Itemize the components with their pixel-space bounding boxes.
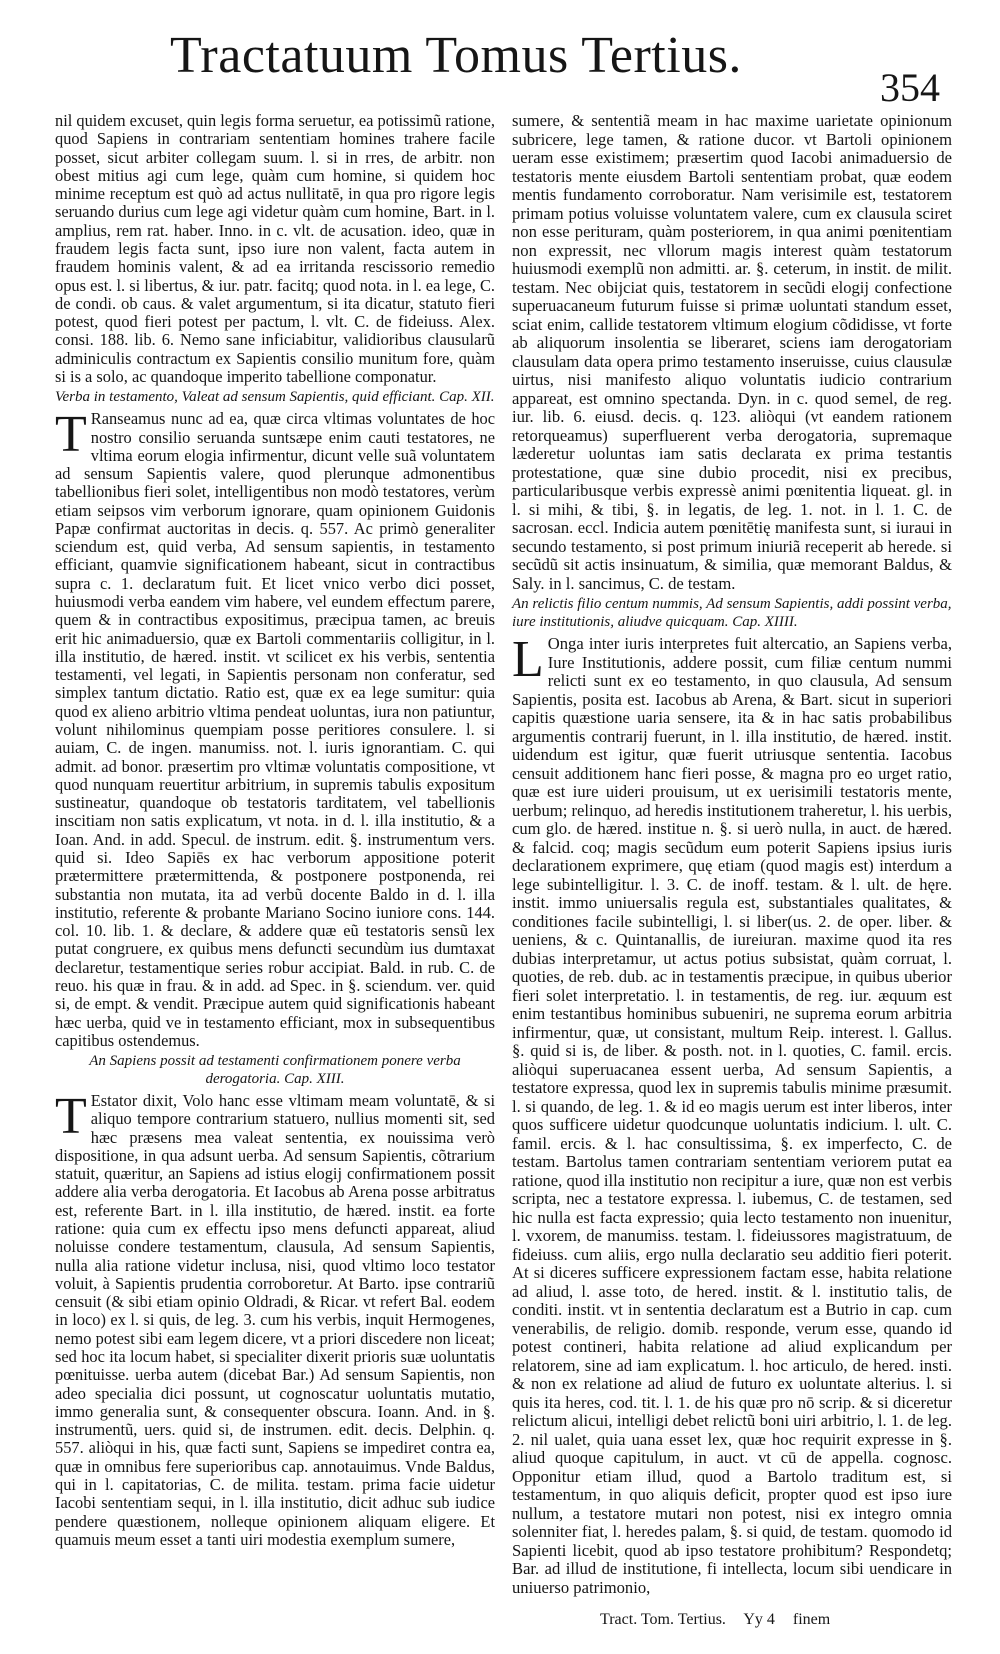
- dropcap-l: L: [512, 631, 544, 688]
- dropcap-t: T: [55, 406, 87, 464]
- left-paragraph-3-text: Estator dixit, Volo hanc esse vltimam meam voluntatē, & si aliquo tempore contrarium statuero, nullius momenti sit, sed hæc præsens mea valeat sententia, ex nouissima verò dispositione, in qua adsunt uerba. Ad sensum Sapientis, cõtrarium statuit, quæritur, an Sapiens ad istius elogij confirmationem possit addere alia verba derogatoria. Et Iacobus ab Arena posse arbitratus est, referente Bart. in l. illa institutio, de hæred. instit. ea forte ratione: quia cum ex effectu ipso mens defuncti appareat, aliud noluisse condere testamentum, clausula, Ad sensum Sapientis, nulla alia ratione videtur inclusa, nisi, quod vltimo loco testator voluit, à Sapientis prudentia corroboretur. At Barto. ipse contrariũ censuit (& sibi etiam opinio Oldradi, & Ricar. vt refert Bal. eodem in loco) ex l. si quis, de leg. 3. cum his verbis, inquit Hermogenes, nemo potest sibi eam legem dicere, vt a priori discedere non liceat; sed hoc ita locum habet, si specialiter dixerit prioris suæ uoluntatis pœnituisse. uerba autem (dicebat Bar.) Ad sensum Sapientis, non adeo specialia dici possunt, ut cognoscatur uoluntatis mutatio, immo generalia sunt, & consequenter obscura. Ioann. And. in §. instrumentũ, uers. quid si, de instrumen. edit. decis. Delphin. q. 557. aliòqui in his, quæ facti sunt, Sapiens se impediret contra ea, quæ in omnibus fere superioribus cap. annotauimus. Vnde Baldus, qui in l. capitatorias, C. de milita. testam. prima facie uidetur Iacobi sententiam sequi, in l. illa institutio, dicit adhuc sub iudice pendere quæstionem, nolleque opinionem aliquam eligere. Et quamuis meum esset a tanti uiri modestia exemplum sumere,: [55, 1091, 495, 1549]
- left-paragraph-1: nil quidem excuset, quin legis forma seruetur, ea potissimũ ratione, quod Sapiens in contrariam sententiam homines trahere facile posset, sicut arbiter collegam suum. l. si in rres, de arbitr. non obest mitius agi cum lege, quàm cum homine, si quidem hoc minime receptum est quò ad actus nullitatē, in qua pro rigore legis seruando durius cum lege agi videtur quàm cum homine, Bart. in l. amplius, rem rat. haber. Inno. in c. vlt. de acusation. ideo, quæ in fraudem legis facta sunt, ipso iure non valent, facta autem in fraudem hominis valent, & ad ea irritanda rescissorio remedio opus est. l. si libertus, & iur. patr. facitq; quod nota. in l. ea lege, C. de condi. ob caus. & valet argumentum, si ita dicatur, statuto fieri potest, quod fieri potest per pactum, l. vlt. C. de fideiuss. Alex. consi. 188. lib. 6. Nemo sane inficiabitur, validioribus clausularũ adminiculis contractum ex Sapientis consilio munitum fore, quàm si is a solo, ac quandoque imperito tabellione componatur.: [55, 111, 495, 386]
- dropcap-t-2: T: [55, 1088, 87, 1146]
- left-paragraph-3: [55, 1088, 495, 1549]
- page-number: 354: [880, 65, 940, 110]
- right-paragraph-1: sumere, & sententiã meam in hac maxime uarietate opinionum subricere, lege tamen, & ratione ducor. vt Bartoli opinionem ueram esse existimem; præsertim quod Iacobi animaduersio de testatoris mente eiusdem Bartoli sententiam probat, quæ eodem mentis fundamento corroboratur. Nam verisimile est, testatorem primam potius voluisse voluntatem valere, cum ex clausula sciret non esse perituram, quàm posteriorem, in qua animi pœnitentiam non expressit, nec vllorum magis interest quàm testatorum huiusmodi exemplũ non admitti. ar. §. ceterum, in instit. de milit. testam. Nec obijciat quis, testatorem in secũdi elogij confectione superuacaneum futurum fuisse si primæ uoluntati standum esset, sciat enim, callide testatorem vltimum elogium cõdidisse, vt forte ab aliquorum insolentia se liberaret, sciens iam derogatoriam clausulam data opera primo testamento inseruisse, cuius clausulæ uirtus, nisi manifesto aliquo voluntatis iudicio contrarium appareat, est omnino spectanda. Dyn. in c. quod semel, de reg. iur. lib. 6. eiusd. decis. q. 123. aliòqui (vt eandem rationem retorqueamus) superfluerent verba derogatoria, supremaque læderetur uoluntas iam satis declarata ex prima testantis protestatione, quæ sine dubio procedit, nisi ex precibus, particularibusque verbis expressè animi pœnitentia liqueat. gl. in l. si mihi, & tibi, §. in legatis, de leg. 1. not. in l. 1. C. de sacrosan. eccl. Indicia autem pœnitētię manifesta sunt, si iuraui in secundo testamento, si post primum iniuriã receperit ab herede. si secũdũ sit actis insinuatum, & similia, quæ memorant Baldus, & Saly. in l. sancimus, C. de testam.: [512, 111, 952, 593]
- chapter-13-heading: An Sapiens possit ad testamenti confirmationem ponere verba derogatoria. Cap. XIII.: [89, 1053, 461, 1088]
- chapter-14-heading: An relictis filio centum nummis, Ad sensum Sapientis, addi possint verba, iure institutionis, aliudve quicquam. Cap. XIIII.: [512, 596, 952, 630]
- right-paragraph-2: [512, 631, 952, 1597]
- left-column: [55, 112, 495, 1549]
- left-paragraph-2-text: Ranseamus nunc ad ea, quæ circa vltimas voluntates de hoc nostro consilio seruanda suntsæpe enim cauti testatores, ne vltima eorum elogia infirmentur, dicunt velle suã voluntatem ad sensum Sapientis valere, quod plerunque admonentibus tabellionibus fieri solet, intelligentibus non modò testatores, verùm etiam seipsos vim verborum ignorare, quam opinionem Guidonis Papæ confirmat auctoritas in decis. q. 557. Ac primò generaliter sciendum est, quid verba, Ad sensum sapientis, in testamento efficiant, quamvie significationem habeant, sicut in contractibus supra c. 1. declaratum fuit. Et licet vnico verbo dici posset, huiusmodi verba eandem vim habere, vel eundem effectum parere, quem & in contractibus expositimus, præcipua tamen, ac breuis erit hic animaduersio, quæ ex Bartoli commentariis colligitur, in l. illa institutio, de hæred. instit. vt scilicet ex his verbis, sententia testamenti, vel legati, in Sapientis personam non conferatur, sed simplex tantum dictatio. Ratio est, quæ ex ea lege sumitur: quia quod ex alieno arbitrio vltima pendeat uoluntas, iura non patiuntur, volunt nihilominus quempiam posse peritiores consulere. l. si auiam, C. de ingen. manumiss. not. l. iuris ignorantiam. C. qui admit. ad bonor. præsertim pro vltimæ voluntatis compositione, vt quod nunquam reuertitur arbitrium, in supremis tabulis expositum sustineatur, quandoque ob testatoris tarditatem, vel tabellionis inscitiam non satis explicatum, vt nota. in d. l. illa institutio, & a Ioan. And. in add. Specul. de instrum. edit. §. instrumentum vers. quid si. Ideo Sapiēs ex hac verborum appositione poterit prætermittere prætermittenda, & postponere postponenda, rei substantia non mutata, ita ad verbũ docente Baldo in d. l. illa institutio, referente & probante Mariano Socino iuniore cons. 144. col. 10. lib. 1. & declare, & addere quæ eũ testatoris sensũ lex putat congruere, ex quibus mens defuncti secundùm ius dumtaxat declaretur, testamentique series robur accipiat. Bald. in rub. C. de reuo. his quæ in frau. & in add. ad Spec. in §. sciendum. ver. quid si, de empt. & vendit. Præcipue autem quid significationis habeant hæc uerba, quid ve in testamento efficiant, mox in subsequentibus capitibus ostendemus.: [55, 409, 495, 1050]
- running-head-title: Tractatuum Tomus Tertius.: [170, 27, 742, 84]
- right-paragraph-2-text: Onga inter iuris interpretes fuit altercatio, an Sapiens verba, Iure Institutionis, addere possit, cum filiæ centum nummi relicti sunt ex eo testamento, in quo clausula, Ad sensum Sapientis, posita est. Iacobus ab Arena, & Bart. sicut in superiori capitis quæstione uaria sensere, ita & in hac satis probabilibus argumentis contrarij fuerunt, in l. illa institutio, de hæred. instit. uidendum est igitur, quæ fuerit utriusque sententia. Iacobus censuit additionem hanc fieri posse, & magna pro eo urget ratio, quæ est iure uideri prouisum, ut ex uerisimili testatoris mente, uerbum; relinquo, ad heredis institutionem traheretur, l. his uerbis, cum glo. de hæred. institue n. §. si uerò nulla, in auct. de hæred. & falcid. coq; magis secũdum eum poterit Sapiens ipsius iuris declarationem exprimere, quę etiam (quod magis est) interdum a lege subintelligitur. l. 3. C. de inoff. testam. & l. ult. de hęre. instit. immo uniuersalis regula est, substantiales qualitates, & conditiones facile subintelligi, l. si liber(us. 2. de oper. liber. & ueniens, & c. Quintanallis, de iureiuran. maxime quod ita res dubias interpretamur, ut actus potius subsistat, quàm corruat, l. quoties, de reb. dub. ac in testamentis præcipue, in quibus uberior fieri solet interpretatio. l. in testamentis, de reg. iur. æquum est enim testantibus hominibus subueniri, ne suprema eorum arbitria infirmentur, quæ, ut consistant, multum Reip. interest. l. Gallus. §. quid si is, de liber. & posth. not. in l. quoties, C. famil. ercis. aliòqui superuacanea essent uerba, Ad sensum Sapientis, a testatore expressa, quod lex in supremis tabulis minime præsumit. l. si quando, de leg. 1. & id eo magis uerum est inter liberos, inter quos sufficere uidetur quodcunque uoluntatis indicium. l. ult. C. famil. ercis. & l. hac consultissima, §. ex imperfecto, C. de testam. Bartolus tamen contrariam sententiam veriorem putat ea ratione, quod illa institutio non recipitur a iure, quæ non est verbis scripta, nec a testatore expressa. l. iubemus, C. de testamen, sed hic nulla est facta expressio; quia lecto testamento non inuenitur, l. vxorem, de manumiss. testam. l. fideiussores magistratuum, de fideiuss. cum aliis, ergo nulla declaratio seu additio fieri poterit. At si diceres sufficere expressionem factam esse, habita relatione ad aliud, l. asse toto, de hered. instit. & l. institutio talis, de conditi. instit. vt in sententia declaratum est a Butrio in cap. cum venerabilis, de religio. domib. responde, verum esse, quando id potest contineri, habita relatione ad aliud explicandum per relatorem, sine ad iam explicatum. l. hoc articulo, de hered. insti. & non ex relatione ad aliud de futuro ex uoluntate alterius. l. si quis ita heres, cod. tit. l. 1. de his quæ pro nō scrip. & si diceretur relictum alicui, intelligi debet relictũ boni uiri arbitrio, l. 1. de leg. 2. nil ualet, quia uana esset lex, quæ hoc requirit expresse in §. aliud quoque capitulum, in auct. vt cū de appella. cognosc. Opponitur etiam illud, quod a Bartolo traditum est, si testamentum, in quo aliquis deficit, propter quod est ipso iure nullum, a testatore mutari non potest, nisi ex integro omnia solenniter fiat, l. heredes palam, §. si quid, de testam. quomodo id Sapienti licebit, quod ab ipso testatore prohibitum? Respondetq; Bar. ad illud de institutione, fi intellecta, locum sibi uendicare in uniuerso patrimonio,: [512, 634, 952, 1597]
- footer-catchword: finem: [792, 1611, 831, 1628]
- footer-book-title: Tract. Tom. Tertius.: [600, 1611, 726, 1628]
- footer-signature-mark: Yy 4: [743, 1611, 775, 1628]
- page-footer: [600, 1612, 844, 1628]
- right-column: [512, 112, 952, 1597]
- chapter-12-heading: Verba in testamento, Valeat ad sensum Sapientis, quid efficiant. Cap. XII.: [55, 389, 495, 406]
- left-paragraph-2: [55, 406, 495, 1050]
